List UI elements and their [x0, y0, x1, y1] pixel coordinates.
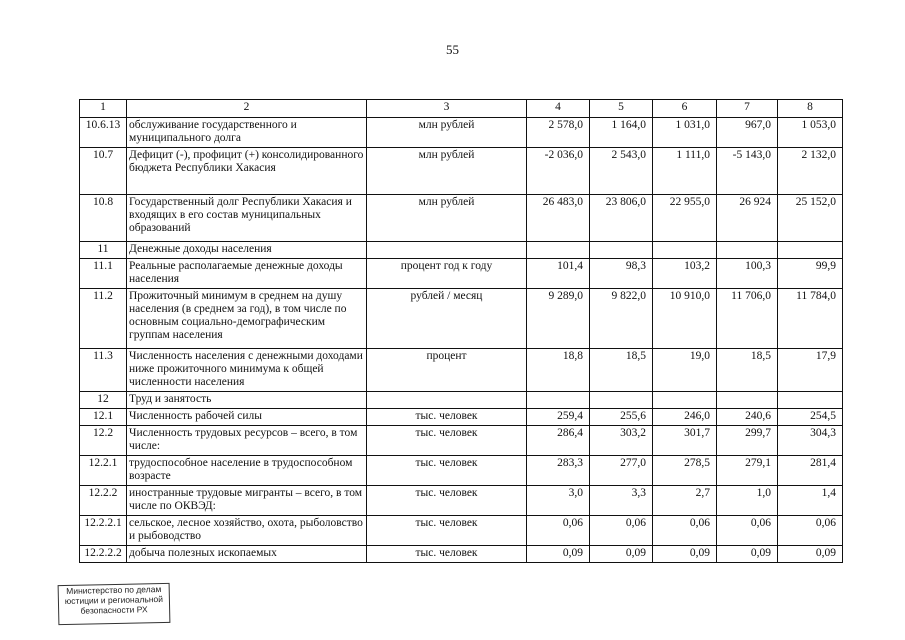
- stamp-line: Министерство по делам: [66, 584, 162, 596]
- value-cell: 9 289,0: [527, 289, 590, 349]
- table-row: [80, 118, 843, 148]
- table-row: [80, 349, 843, 392]
- header-cell: 8: [778, 100, 843, 118]
- header-cell: 7: [717, 100, 778, 118]
- value-cell: 240,6: [717, 409, 778, 426]
- value-cell: 279,1: [717, 456, 778, 486]
- value-cell: 0,06: [717, 516, 778, 546]
- value-cell: 254,5: [778, 409, 843, 426]
- indicator-name: иностранные трудовые мигранты – всего, в том числе по ОКВЭД:: [127, 486, 367, 516]
- value-cell: 1 053,0: [778, 118, 843, 148]
- table-row: [80, 392, 843, 409]
- value-cell: 10 910,0: [653, 289, 717, 349]
- value-cell: -2 036,0: [527, 148, 590, 195]
- value-cell: [527, 392, 590, 409]
- indicator-name: Прожиточный минимум в среднем на душу населения (в среднем за год), в том числе по основным социально-демографическим группам населения: [127, 289, 367, 349]
- row-number: 10.8: [80, 195, 127, 242]
- value-cell: 301,7: [653, 426, 717, 456]
- row-number: 12.2.1: [80, 456, 127, 486]
- table-row: [80, 289, 843, 349]
- indicator-name: Численность рабочей силы: [127, 409, 367, 426]
- value-cell: 103,2: [653, 259, 717, 289]
- header-cell: 1: [80, 100, 127, 118]
- value-cell: 17,9: [778, 349, 843, 392]
- value-cell: 0,06: [653, 516, 717, 546]
- indicator-name: Дефицит (-), профицит (+) консолидированного бюджета Республики Хакасия: [127, 148, 367, 195]
- value-cell: 277,0: [590, 456, 653, 486]
- value-cell: 22 955,0: [653, 195, 717, 242]
- table-row: [80, 486, 843, 516]
- value-cell: [590, 242, 653, 259]
- value-cell: 3,0: [527, 486, 590, 516]
- indicator-name: Реальные располагаемые денежные доходы населения: [127, 259, 367, 289]
- value-cell: 246,0: [653, 409, 717, 426]
- row-number: 12.2: [80, 426, 127, 456]
- value-cell: 18,5: [717, 349, 778, 392]
- table-row: [80, 148, 843, 195]
- value-cell: 0,09: [778, 546, 843, 563]
- unit-of-measure: процент год к году: [367, 259, 527, 289]
- value-cell: 278,5: [653, 456, 717, 486]
- value-cell: 101,4: [527, 259, 590, 289]
- value-cell: 25 152,0: [778, 195, 843, 242]
- unit-of-measure: [367, 242, 527, 259]
- header-cell: 2: [127, 100, 367, 118]
- value-cell: 0,09: [717, 546, 778, 563]
- indicator-name: добыча полезных ископаемых: [127, 546, 367, 563]
- value-cell: 100,3: [717, 259, 778, 289]
- unit-of-measure: тыс. человек: [367, 409, 527, 426]
- ministry-stamp: [58, 583, 171, 625]
- value-cell: 18,8: [527, 349, 590, 392]
- indicator-name: Денежные доходы населения: [127, 242, 367, 259]
- value-cell: 281,4: [778, 456, 843, 486]
- header-row: [80, 100, 843, 118]
- header-cell: 4: [527, 100, 590, 118]
- value-cell: 98,3: [590, 259, 653, 289]
- value-cell: 26 483,0: [527, 195, 590, 242]
- unit-of-measure: млн рублей: [367, 195, 527, 242]
- header-cell: 3: [367, 100, 527, 118]
- indicators-table: [79, 99, 843, 563]
- value-cell: -5 143,0: [717, 148, 778, 195]
- unit-of-measure: млн рублей: [367, 148, 527, 195]
- header-cell: 5: [590, 100, 653, 118]
- header-cell: 6: [653, 100, 717, 118]
- value-cell: [527, 242, 590, 259]
- value-cell: 2,7: [653, 486, 717, 516]
- unit-of-measure: тыс. человек: [367, 486, 527, 516]
- value-cell: 2 543,0: [590, 148, 653, 195]
- value-cell: 2 132,0: [778, 148, 843, 195]
- unit-of-measure: тыс. человек: [367, 456, 527, 486]
- table-row: [80, 259, 843, 289]
- indicator-name: Численность трудовых ресурсов – всего, в том числе:: [127, 426, 367, 456]
- value-cell: 0,09: [590, 546, 653, 563]
- value-cell: 304,3: [778, 426, 843, 456]
- row-number: 12.1: [80, 409, 127, 426]
- value-cell: 0,09: [527, 546, 590, 563]
- row-number: 10.6.13: [80, 118, 127, 148]
- unit-of-measure: тыс. человек: [367, 516, 527, 546]
- table-row: [80, 426, 843, 456]
- value-cell: 3,3: [590, 486, 653, 516]
- value-cell: [778, 392, 843, 409]
- value-cell: [590, 392, 653, 409]
- value-cell: 18,5: [590, 349, 653, 392]
- value-cell: 303,2: [590, 426, 653, 456]
- row-number: 11.3: [80, 349, 127, 392]
- value-cell: 299,7: [717, 426, 778, 456]
- row-number: 11: [80, 242, 127, 259]
- value-cell: [717, 242, 778, 259]
- value-cell: 967,0: [717, 118, 778, 148]
- value-cell: [653, 392, 717, 409]
- row-number: 11.2: [80, 289, 127, 349]
- value-cell: 99,9: [778, 259, 843, 289]
- table-row: [80, 516, 843, 546]
- indicator-name: сельское, лесное хозяйство, охота, рыболовство и рыбоводство: [127, 516, 367, 546]
- indicator-name: Труд и занятость: [127, 392, 367, 409]
- unit-of-measure: [367, 392, 527, 409]
- value-cell: 1 164,0: [590, 118, 653, 148]
- indicator-name: Численность населения с денежными доходами ниже прожиточного минимума к общей численности населения: [127, 349, 367, 392]
- unit-of-measure: процент: [367, 349, 527, 392]
- value-cell: 26 924: [717, 195, 778, 242]
- row-number: 10.7: [80, 148, 127, 195]
- value-cell: 0,09: [653, 546, 717, 563]
- value-cell: 0,06: [527, 516, 590, 546]
- row-number: 12.2.2.1: [80, 516, 127, 546]
- value-cell: 283,3: [527, 456, 590, 486]
- indicator-name: трудоспособное население в трудоспособном возрасте: [127, 456, 367, 486]
- value-cell: 2 578,0: [527, 118, 590, 148]
- value-cell: 0,06: [590, 516, 653, 546]
- value-cell: 9 822,0: [590, 289, 653, 349]
- value-cell: 19,0: [653, 349, 717, 392]
- table-row: [80, 195, 843, 242]
- row-number: 11.1: [80, 259, 127, 289]
- value-cell: [717, 392, 778, 409]
- table-row: [80, 242, 843, 259]
- indicator-name: Государственный долг Республики Хакасия и входящих в его состав муниципальных образований: [127, 195, 367, 242]
- page-number: 55: [446, 42, 459, 57]
- stamp-line: юстиции и региональной: [64, 593, 164, 607]
- table-row: [80, 546, 843, 563]
- value-cell: 255,6: [590, 409, 653, 426]
- value-cell: 286,4: [527, 426, 590, 456]
- row-number: 12.2.2: [80, 486, 127, 516]
- value-cell: 11 784,0: [778, 289, 843, 349]
- unit-of-measure: млн рублей: [367, 118, 527, 148]
- unit-of-measure: рублей / месяц: [367, 289, 527, 349]
- value-cell: 1,0: [717, 486, 778, 516]
- value-cell: [778, 242, 843, 259]
- value-cell: [653, 242, 717, 259]
- value-cell: 11 706,0: [717, 289, 778, 349]
- value-cell: 1,4: [778, 486, 843, 516]
- table-row: [80, 456, 843, 486]
- value-cell: 1 031,0: [653, 118, 717, 148]
- row-number: 12: [80, 392, 127, 409]
- stamp-line: безопасности РХ: [80, 604, 148, 616]
- table-row: [80, 409, 843, 426]
- value-cell: 1 111,0: [653, 148, 717, 195]
- indicator-name: обслуживание государственного и муниципального долга: [127, 118, 367, 148]
- value-cell: 259,4: [527, 409, 590, 426]
- value-cell: 23 806,0: [590, 195, 653, 242]
- row-number: 12.2.2.2: [80, 546, 127, 563]
- unit-of-measure: тыс. человек: [367, 426, 527, 456]
- value-cell: 0,06: [778, 516, 843, 546]
- unit-of-measure: тыс. человек: [367, 546, 527, 563]
